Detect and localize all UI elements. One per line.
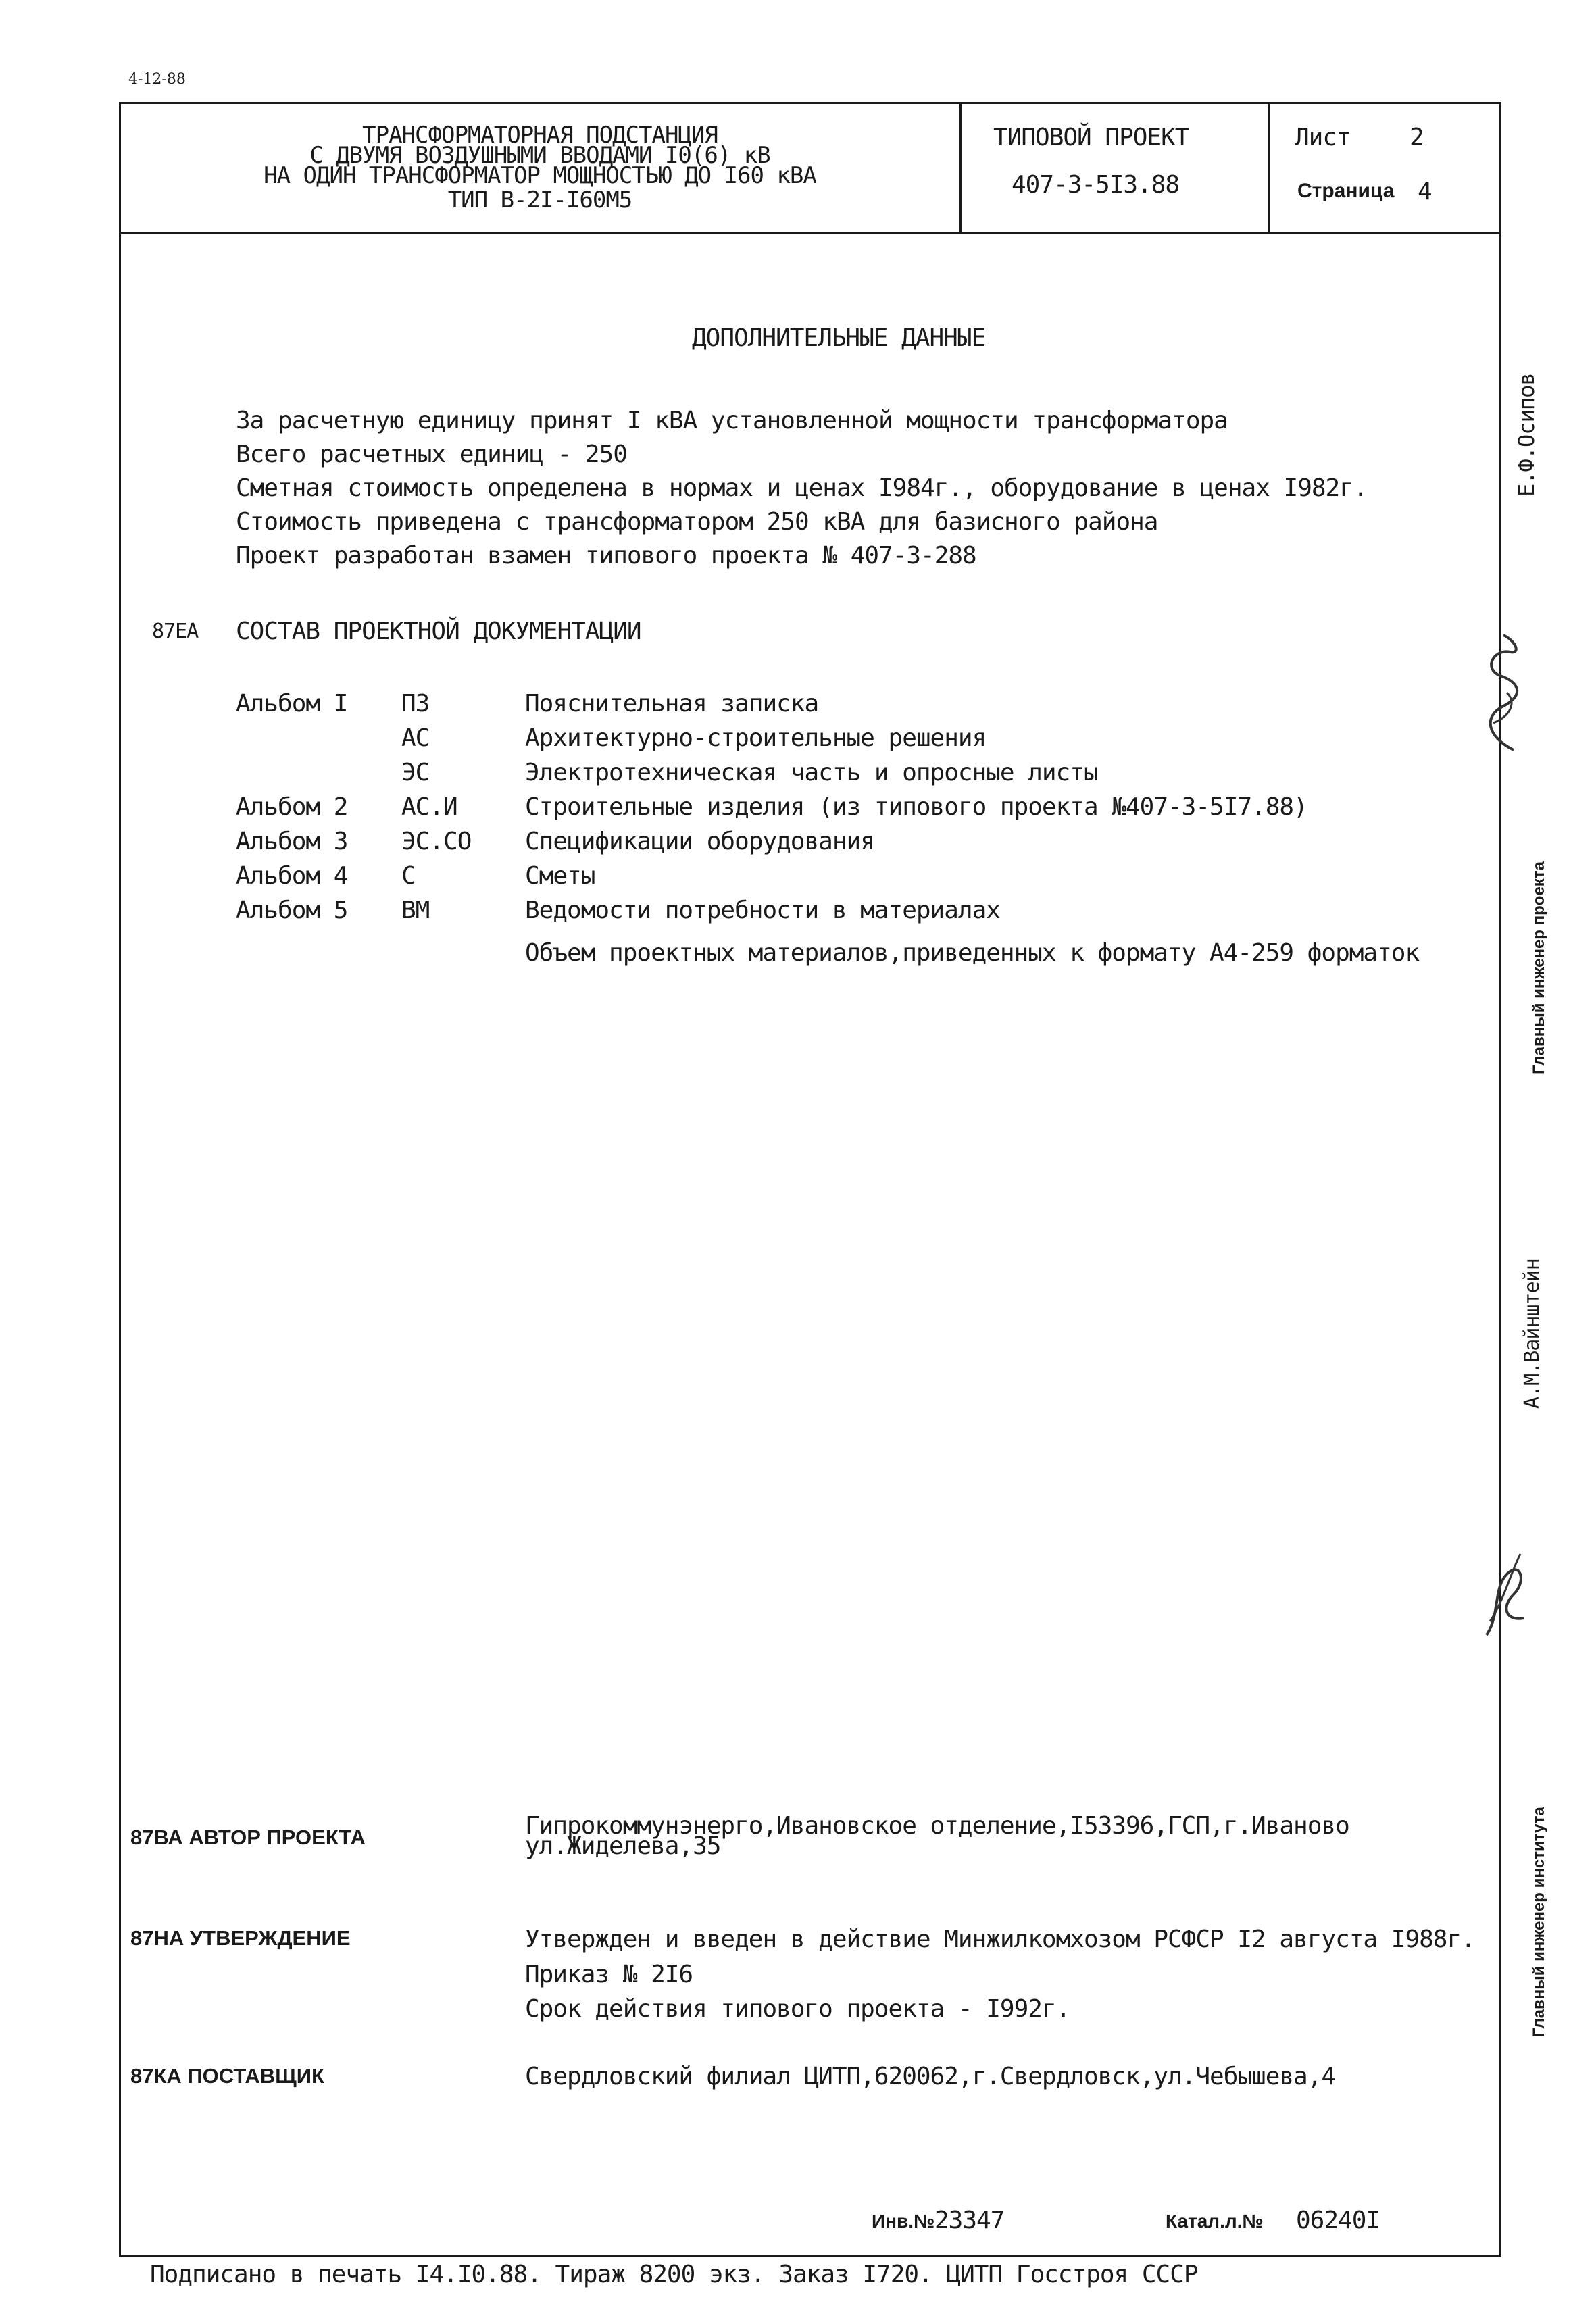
header-title-line: НА ОДИН ТРАНСФОРМАТОР МОЩНОСТЬЮ ДО I60 кВА [264,162,816,189]
name-cell: Строительные изделия (из типового проекта №407-3-5I7.88) [525,793,1307,821]
signature-1-icon [1473,622,1534,757]
author-line2: ул.Жиделева,35 [525,1832,721,1860]
section-title: ДОПОЛНИТЕЛЬНЫЕ ДАННЫЕ [692,324,986,352]
data-line: Сметная стоимость определена в нормах и ценах I984г., оборудование в ценах I982г. [236,474,1368,502]
album-cell: Альбом 4 [236,862,348,890]
additional-data [236,404,1368,573]
margin-chief-engineer-name: Е.Ф.Осипов [1514,373,1539,497]
mark-cell: ВМ [401,897,430,924]
approval-line1: Утвержден и введен в действие Минжилкомхозом РСФСР I2 августа I988г. [525,1926,1475,1953]
author-line1: Гипрокоммунэнерго,Ивановское отделение,I53396,ГСП,г.Иваново [525,1812,1349,1840]
corner-date: 4-12-88 [128,71,186,88]
header-title [122,122,958,213]
name-cell: Архитектурно-строительные решения [525,724,987,752]
header-col-divider-1 [959,102,962,233]
header-col-divider-2 [1268,102,1270,233]
sheet-value: 2 [1410,124,1424,151]
signature-2-icon [1473,1534,1537,1642]
name-cell: Ведомости потребности в материалах [525,897,1000,924]
mark-cell: АС [401,724,430,752]
inventory-label: Инв.№ [872,2211,935,2232]
header-divider [119,232,1501,234]
name-cell: Спецификации оборудования [525,828,874,855]
album-cell: Альбом 3 [236,828,348,855]
mark-cell: С [401,862,416,890]
volume-note: Объем проектных материалов,приведенных к формату А4-259 форматок [525,939,1420,967]
mark-cell: ПЗ [401,690,430,718]
sheet-label: Лист [1295,124,1351,151]
margin-chief-engineer-project: Главный инженер проекта [1530,861,1548,1074]
data-line: Проект разработан взамен типового проекта № 407-3-288 [236,542,976,570]
name-cell: Пояснительная записка [525,690,819,718]
album-cell: Альбом 2 [236,793,348,821]
name-cell: Электротехническая часть и опросные листы [525,759,1098,786]
approval-line2: Приказ № 2I6 [525,1961,693,1988]
header-title-line: С ДВУМЯ ВОЗДУШНЫМИ ВВОДАМИ I0(6) кВ [309,142,770,169]
author-label: 87ВА АВТОР ПРОЕКТА [130,1826,366,1849]
catalog-label: Катал.л.№ [1166,2211,1264,2232]
margin-chief-engineer-institute: Главный инженер института [1530,1807,1548,2037]
catalog-value: 06240I [1296,2207,1380,2234]
mark-cell: ЭС.СО [401,828,472,855]
album-cell: Альбом I [236,690,348,718]
data-line: Всего расчетных единиц - 250 [236,441,627,468]
mark-cell: ЭС [401,759,430,786]
print-footer: Подписано в печать I4.I0.88. Тираж 8200 экз. Заказ I720. ЦИТП Госстроя СССР [150,2261,1198,2288]
approval-label: 87НА УТВЕРЖДЕНИЕ [130,1926,351,1950]
inventory-value: 23347 [934,2207,1005,2234]
header-title-line: ТРАНСФОРМАТОРНАЯ ПОДСТАНЦИЯ [362,122,718,149]
composition-title: СОСТАВ ПРОЕКТНОЙ ДОКУМЕНТАЦИИ [236,618,641,645]
project-number: 407-3-5I3.88 [1012,171,1180,199]
album-cell: Альбом 5 [236,897,348,924]
margin-head-name: А.М.Вайнштейн [1520,1259,1544,1409]
approval-line3: Срок действия типового проекта - I992г. [525,1995,1070,2023]
supplier-label: 87КА ПОСТАВЩИК [130,2064,324,2088]
project-label: ТИПОВОЙ ПРОЕКТ [993,124,1189,151]
supplier-line1: Свердловский филиал ЦИТП,620062,г.Свердловск,ул.Чебышева,4 [525,2063,1336,2090]
page-value: 4 [1418,178,1432,205]
name-cell: Сметы [525,862,595,890]
mark-cell: АС.И [401,793,457,821]
page-label: Страница [1297,180,1395,202]
composition-code: 87ЕА [152,620,199,643]
header-title-line: ТИП В-2I-I60М5 [447,186,632,213]
data-line: Стоимость приведена с трансформатором 250 кВА для базисного района [236,508,1158,536]
data-line: За расчетную единицу принят I кВА установленной мощности трансформатора [236,407,1228,434]
